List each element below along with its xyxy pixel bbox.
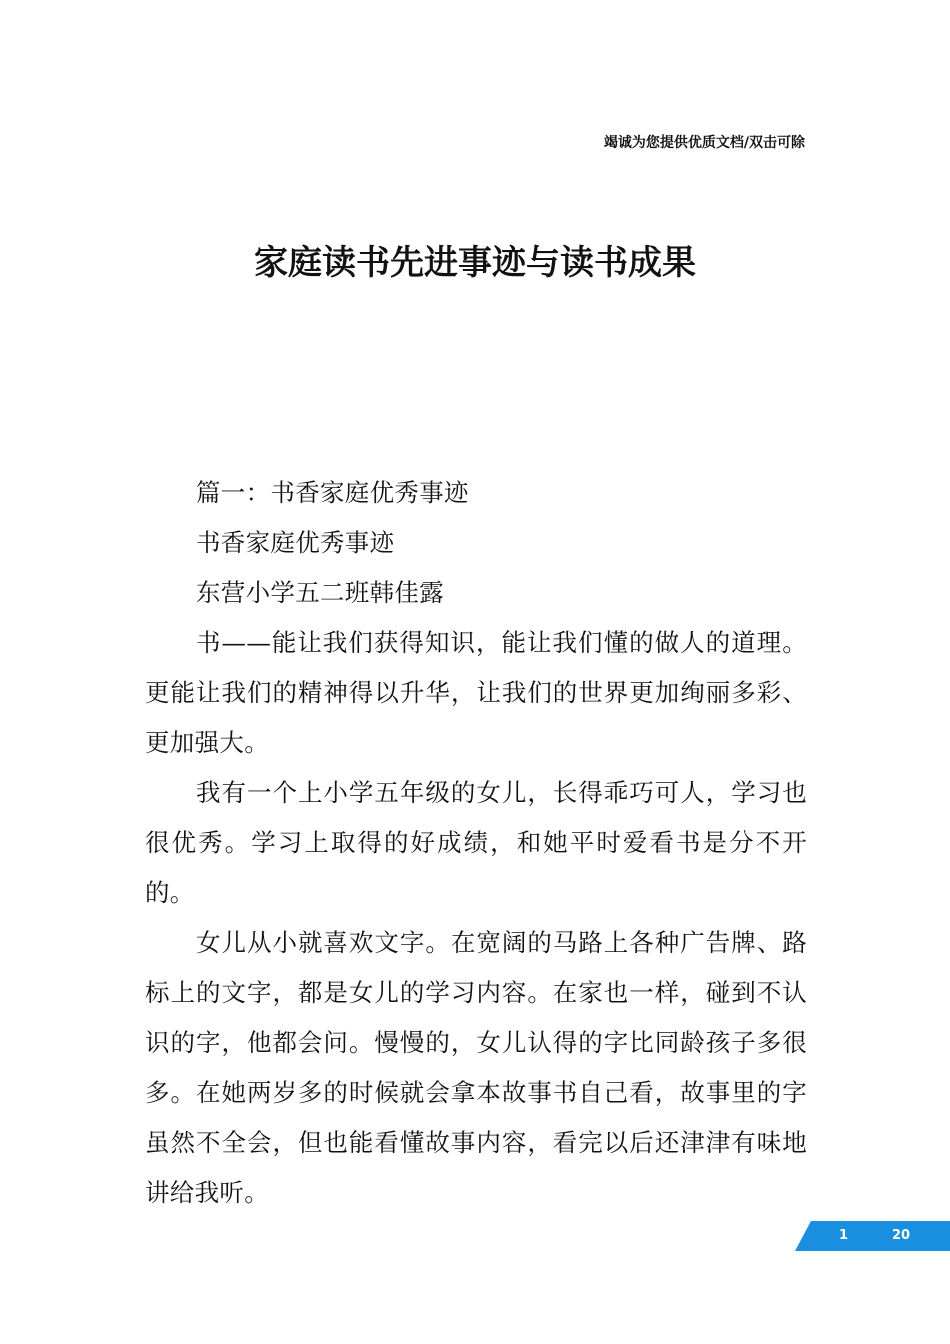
paragraph-intro: 书——能让我们获得知识，能让我们懂的做人的道理。更能让我们的精神得以升华，让我们的世界更加绚丽多彩、更加强大。 — [145, 628, 807, 757]
paragraph-daughter: 我有一个上小学五年级的女儿，长得乖巧可人，学习也很优秀。学习上取得的好成绩，和她平时爱看书是分不开的。 — [145, 778, 807, 907]
header-note: 竭诚为您提供优质文档/双击可除 — [603, 135, 805, 151]
page-number-badge — [795, 1221, 950, 1251]
page-total: 20 — [892, 1228, 911, 1243]
document-body — [145, 468, 807, 1218]
paragraph-childhood: 女儿从小就喜欢文字。在宽阔的马路上各种广告牌、路标上的文字，都是女儿的学习内容。在家也一样，碰到不认识的字，他都会问。慢慢的，女儿认得的字比同龄孩子多很多。在她两岁多的时候就会拿本故事书自己看，故事里的字虽然不全会，但也能看懂故事内容，看完以后还津津有味地讲给我听。 — [145, 928, 807, 1207]
paragraph-section-heading: 篇一：书香家庭优秀事迹 — [196, 478, 469, 507]
page-current: 1 — [839, 1228, 849, 1243]
paragraph-author: 东营小学五二班韩佳露 — [196, 578, 444, 607]
page-badge-shape — [795, 1221, 950, 1251]
paragraph-subtitle: 书香家庭优秀事迹 — [196, 528, 395, 557]
document-title: 家庭读书先进事迹与读书成果 — [254, 243, 696, 283]
